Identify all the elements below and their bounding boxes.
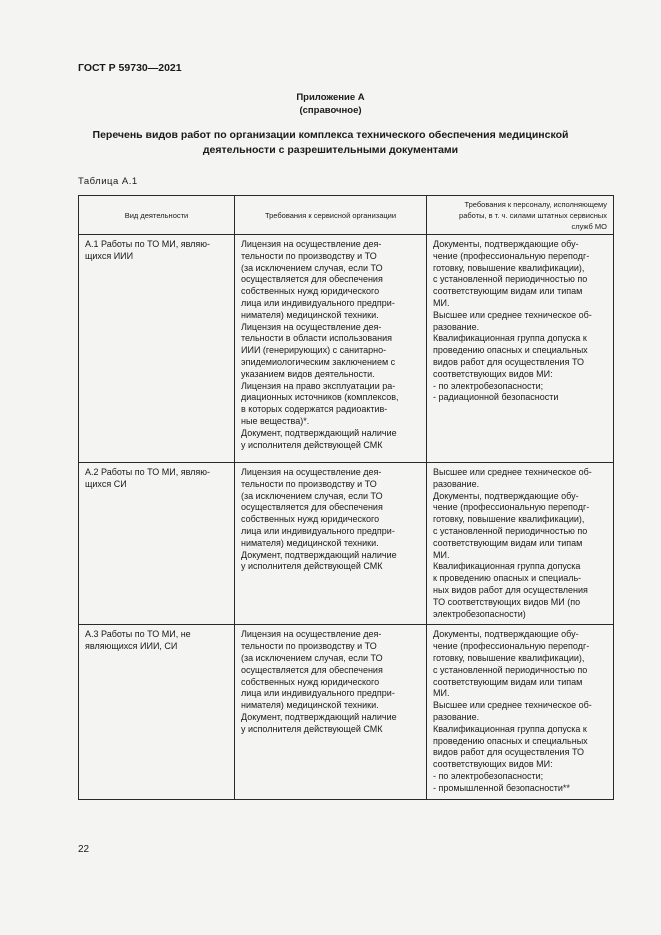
cell-line: собственных нужд юридического (241, 514, 380, 525)
cell-line: осуществляется для обеспечения (241, 502, 383, 513)
table-row (79, 625, 614, 799)
cell-line: готовку, повышение квалификации), (433, 652, 585, 663)
cell-line: Лицензия на право эксплуатации ра- (241, 380, 396, 391)
cell-line: МИ. (433, 549, 450, 560)
cell-line: собственных нужд юридического (241, 286, 380, 297)
cell-line: эпидемиологическим заключением с (241, 356, 396, 367)
section-heading (60, 128, 601, 158)
cell-line: осуществляется для обеспечения (241, 664, 383, 675)
cell-line: в которых содержатся радиоактив- (241, 404, 388, 415)
cell-line: электробезопасности) (433, 608, 526, 619)
heading-line: Перечень видов работ по организации комплекса технического обеспечения медицинской (92, 129, 569, 141)
cell-line: проведению опасных и специальных (433, 735, 588, 746)
cell-line: чение (профессиональную переподг- (433, 502, 590, 513)
cell-line: Квалификационная группа допуска к (433, 333, 587, 344)
cell-line: А.1 Работы по ТО МИ, являю- (85, 239, 211, 249)
cell-line: лица или индивидуального предпри- (241, 688, 395, 699)
cell-line: у исполнителя действующей СМК (241, 439, 383, 450)
cell-line: Документ, подтверждающий наличие (241, 427, 397, 438)
cell-line: с установленной периодичностью по (433, 274, 588, 285)
cell-line: к проведению опасных и специаль- (433, 573, 582, 584)
cell-line: А.2 Работы по ТО МИ, являю- (85, 467, 211, 477)
table-header-row (79, 196, 614, 235)
column-header-activity: Вид деятельности (79, 196, 235, 235)
table-caption: Таблица А.1 (78, 176, 138, 187)
cell-org-requirements (235, 625, 427, 799)
cell-line: Документы, подтверждающие обу- (433, 629, 579, 640)
cell-line: соответствующим видам или типам (433, 286, 583, 297)
cell-line: соответствующим видам или типам (433, 676, 583, 687)
cell-line: нимателя) медицинской техники. (241, 309, 379, 320)
cell-line: МИ. (433, 688, 450, 699)
cell-line: Высшее или среднее техническое об- (433, 700, 592, 711)
cell-line: Документы, подтверждающие обу- (433, 490, 579, 501)
cell-line: являющихся ИИИ, СИ (85, 641, 178, 652)
cell-line: нимателя) медицинской техники. (241, 700, 379, 711)
header-line: работы, в т. ч. силами штатных сервисных (459, 210, 607, 220)
cell-line: у исполнителя действующей СМК (241, 723, 383, 734)
cell-line: МИ. (433, 297, 450, 308)
header-line: служб МО (571, 221, 607, 231)
cell-line: разование. (433, 321, 480, 332)
cell-line: чение (профессиональную переподг- (433, 250, 590, 261)
cell-activity (79, 625, 235, 799)
cell-activity (79, 235, 235, 463)
cell-activity (79, 463, 235, 625)
cell-org-requirements (235, 463, 427, 625)
cell-line: проведению опасных и специальных (433, 345, 588, 356)
cell-line: видов работ для осуществления ТО (433, 747, 585, 758)
cell-line: ИИИ (генерирующих) с санитарно- (241, 345, 387, 356)
cell-line: тельности по производству и ТО (241, 250, 377, 261)
cell-line: - промышленной безопасности** (433, 782, 570, 793)
cell-line: Квалификационная группа допуска к (433, 723, 587, 734)
cell-line: (за исключением случая, если ТО (241, 652, 383, 663)
cell-line: тельности по производству и ТО (241, 641, 377, 652)
table-row (79, 463, 614, 625)
cell-line: готовку, повышение квалификации), (433, 514, 585, 525)
cell-line: указанием видов деятельности. (241, 368, 375, 379)
cell-staff-requirements (427, 463, 614, 625)
cell-line: Лицензия на осуществление дея- (241, 467, 382, 477)
cell-line: Высшее или среднее техническое об- (433, 467, 592, 477)
cell-line: разование. (433, 478, 480, 489)
header-line: Требования к персоналу, исполняющему (464, 199, 607, 209)
cell-line: лица или индивидуального предпри- (241, 525, 395, 536)
cell-line: Документы, подтверждающие обу- (433, 239, 579, 249)
cell-org-requirements (235, 235, 427, 463)
cell-line: Лицензия на осуществление дея- (241, 321, 382, 332)
cell-line: диационных источников (комплексов, (241, 392, 399, 403)
cell-line: Лицензия на осуществление дея- (241, 629, 382, 640)
document-id: ГОСТ Р 59730—2021 (78, 62, 182, 74)
cell-line: чение (профессиональную переподг- (433, 641, 590, 652)
cell-line: Лицензия на осуществление дея- (241, 239, 382, 249)
cell-line: - радиационной безопасности (433, 392, 559, 403)
cell-line: осуществляется для обеспечения (241, 274, 383, 285)
cell-line: (за исключением случая, если ТО (241, 262, 383, 273)
cell-line: соответствующих видов МИ: (433, 368, 553, 379)
cell-line: соответствующих видов МИ: (433, 759, 553, 770)
cell-line: - по электробезопасности; (433, 770, 544, 781)
page-number: 22 (78, 844, 90, 855)
cell-line: Квалификационная группа допуска (433, 561, 581, 572)
requirements-table (78, 195, 614, 800)
cell-line: ные вещества)*. (241, 415, 310, 426)
appendix-subtitle: (справочное) (299, 105, 362, 116)
cell-line: щихся СИ (85, 478, 127, 489)
cell-line: (за исключением случая, если ТО (241, 490, 383, 501)
cell-line: у исполнителя действующей СМК (241, 561, 383, 572)
cell-line: нимателя) медицинской техники. (241, 537, 379, 548)
cell-line: ных видов работ для осуществления (433, 584, 588, 595)
cell-line: Документ, подтверждающий наличие (241, 711, 397, 722)
column-header-staff-requirements (427, 196, 614, 235)
cell-staff-requirements (427, 235, 614, 463)
cell-line: разование. (433, 711, 480, 722)
cell-line: видов работ для осуществления ТО (433, 356, 585, 367)
cell-line: с установленной периодичностью по (433, 664, 588, 675)
cell-line: тельности по производству и ТО (241, 478, 377, 489)
cell-line: соответствующим видам или типам (433, 537, 583, 548)
cell-line: - по электробезопасности; (433, 380, 544, 391)
cell-line: Документ, подтверждающий наличие (241, 549, 397, 560)
column-header-org-requirements: Требования к сервисной организации (235, 196, 427, 235)
cell-line: тельности в области использования (241, 333, 392, 344)
cell-line: А.3 Работы по ТО МИ, не (85, 629, 191, 640)
table-row (79, 235, 614, 463)
cell-staff-requirements (427, 625, 614, 799)
cell-line: готовку, повышение квалификации), (433, 262, 585, 273)
cell-line: лица или индивидуального предпри- (241, 297, 395, 308)
heading-line: деятельности с разрешительными документами (202, 144, 459, 156)
cell-line: собственных нужд юридического (241, 676, 380, 687)
cell-line: с установленной периодичностью по (433, 525, 588, 536)
appendix-title: Приложение А (296, 92, 365, 103)
cell-line: щихся ИИИ (85, 250, 134, 261)
cell-line: ТО соответствующих видов МИ (по (433, 596, 581, 607)
cell-line: Высшее или среднее техническое об- (433, 309, 592, 320)
